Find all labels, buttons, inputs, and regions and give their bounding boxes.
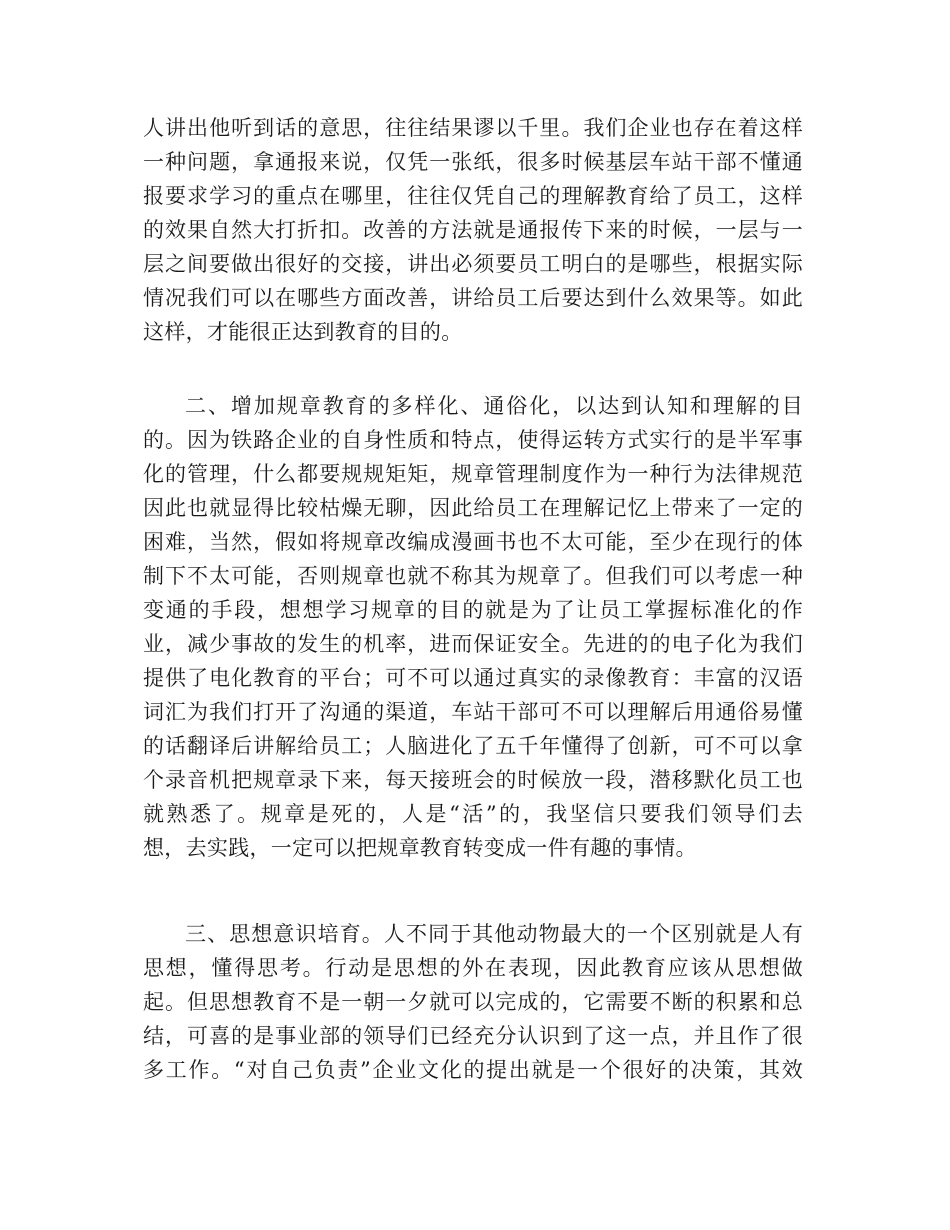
- text-line: 化的管理，什么都要规规矩矩，规章管理制度作为一种行为法律规范: [143, 462, 803, 486]
- text-line: 困难，当然，假如将规章改编成漫画书也不太可能，至少在现行的体: [143, 530, 803, 554]
- paragraph-3: [143, 917, 803, 1087]
- text-line: 就熟悉了。规章是死的，人是“活”的，我坚信只要我们领导们去: [143, 802, 803, 826]
- text-line: 的。因为铁路企业的自身性质和特点，使得运转方式实行的是半军事: [143, 428, 803, 452]
- text-line: 报要求学习的重点在哪里，往往仅凭自己的理解教育给了员工，这样: [143, 184, 803, 208]
- text-line: 起。但思想教育不是一朝一夕就可以完成的，它需要不断的积累和总: [143, 990, 803, 1014]
- text-line: 词汇为我们打开了沟通的渠道，车站干部可不可以理解后用通俗易懂: [143, 700, 803, 724]
- text-line: 思想，懂得思考。行动是思想的外在表现，因此教育应该从思想做: [143, 956, 803, 980]
- text-line: 情况我们可以在哪些方面改善，讲给员工后要达到什么效果等。如此: [143, 286, 803, 310]
- text-line: 个录音机把规章录下来，每天接班会的时候放一段，潜移默化员工也: [143, 768, 803, 792]
- text-line: 三、思想意识培育。人不同于其他动物最大的一个区别就是人有: [185, 922, 803, 946]
- text-line: 的话翻译后讲解给员工；人脑进化了五千年懂得了创新，可不可以拿: [143, 734, 803, 758]
- text-line: 的效果自然大打折扣。改善的方法就是通报传下来的时候，一层与一: [143, 218, 803, 242]
- text-line: 结，可喜的是事业部的领导们已经充分认识到了这一点，并且作了很: [143, 1024, 803, 1048]
- text-line: 变通的手段，想想学习规章的目的就是为了让员工掌握标准化的作: [143, 598, 803, 622]
- text-line: 业，减少事故的发生的机率，进而保证安全。先进的的电子化为我们: [143, 632, 803, 656]
- text-line: 二、增加规章教育的多样化、通俗化，以达到认知和理解的目: [185, 394, 803, 418]
- text-line: 这样，才能很正达到教育的目的。: [143, 320, 463, 344]
- text-line: 人讲出他听到话的意思，往往结果谬以千里。我们企业也存在着这样: [143, 116, 803, 140]
- text-line: 多工作。“对自己负责”企业文化的提出就是一个很好的决策，其效: [143, 1058, 803, 1082]
- text-line: 因此也就显得比较枯燥无聊，因此给员工在理解记忆上带来了一定的: [143, 496, 803, 520]
- text-line: 制下不太可能，否则规章也就不称其为规章了。但我们可以考虑一种: [143, 564, 803, 588]
- text-line: 提供了电化教育的平台；可不可以通过真实的录像教育：丰富的汉语: [143, 666, 803, 690]
- text-line: 层之间要做出很好的交接，讲出必须要员工明白的是哪些，根据实际: [143, 252, 803, 276]
- paragraph-2: [143, 389, 803, 865]
- paragraph-1: [143, 111, 803, 349]
- text-line: 一种问题，拿通报来说，仅凭一张纸，很多时候基层车站干部不懂通: [143, 150, 803, 174]
- text-line: 想，去实践，一定可以把规章教育转变成一件有趣的事情。: [143, 836, 697, 860]
